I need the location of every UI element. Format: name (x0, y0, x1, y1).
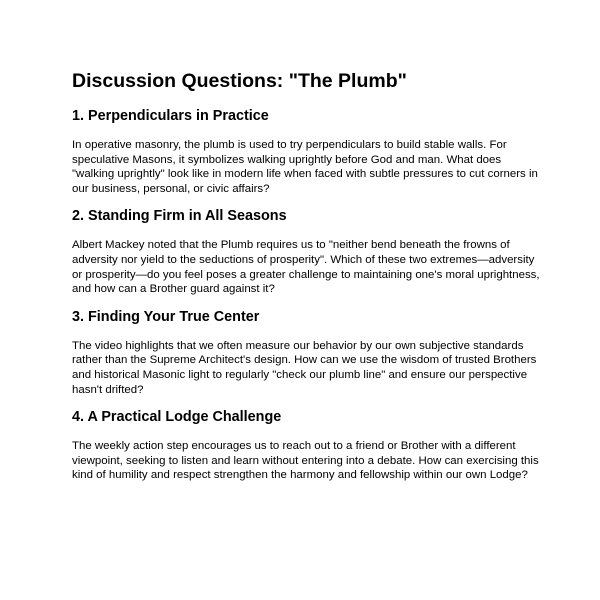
section-heading: 2. Standing Firm in All Seasons (72, 208, 287, 225)
section-heading: 4. A Practical Lodge Challenge (72, 409, 282, 426)
section-heading: 1. Perpendiculars in Practice (72, 108, 269, 124)
section-body: Albert Mackey noted that the Plumb requires us to "neither bend beneath the frowns of adversity nor yield to the seductions of prosperity". Which of these two extremes—adversity or prosperity—do you feel poses a greater challenge to maintaining one's moral uprightness, and how can a Brother guard against it? (72, 239, 540, 296)
section-heading: 3. Finding Your True Center (72, 308, 260, 325)
section-body: The video highlights that we often measure our behavior by our own subjective standards rather than the Supreme Architect's design. How can we use the wisdom of trusted Brothers and historical Masonic light to regularly "check our plumb line" and ensure our perspective hasn't drifted? (72, 339, 537, 396)
section-body: In operative masonry, the plumb is used to try perpendiculars to build stable walls. For speculative Masons, it symbolizes walking uprightly before God and man. What does "walking uprightly" look like in modern life when faced with subtle pressures to cut corners in our business, personal, or civic affairs? (72, 139, 538, 195)
section-true-center (72, 308, 540, 397)
section-perpendiculars (72, 107, 540, 196)
section-standing-firm (72, 207, 540, 296)
section-body: The weekly action step encourages us to reach out to a friend or Brother with a different viewpoint, seeking to listen and learn without entering into a debate. How can exercising this kind of humility and respect strengthen the harmony and fellowship within our own Lodge? (72, 440, 539, 482)
section-lodge-challenge (72, 408, 540, 483)
page-title: Discussion Questions: "The Plumb" (72, 70, 407, 92)
